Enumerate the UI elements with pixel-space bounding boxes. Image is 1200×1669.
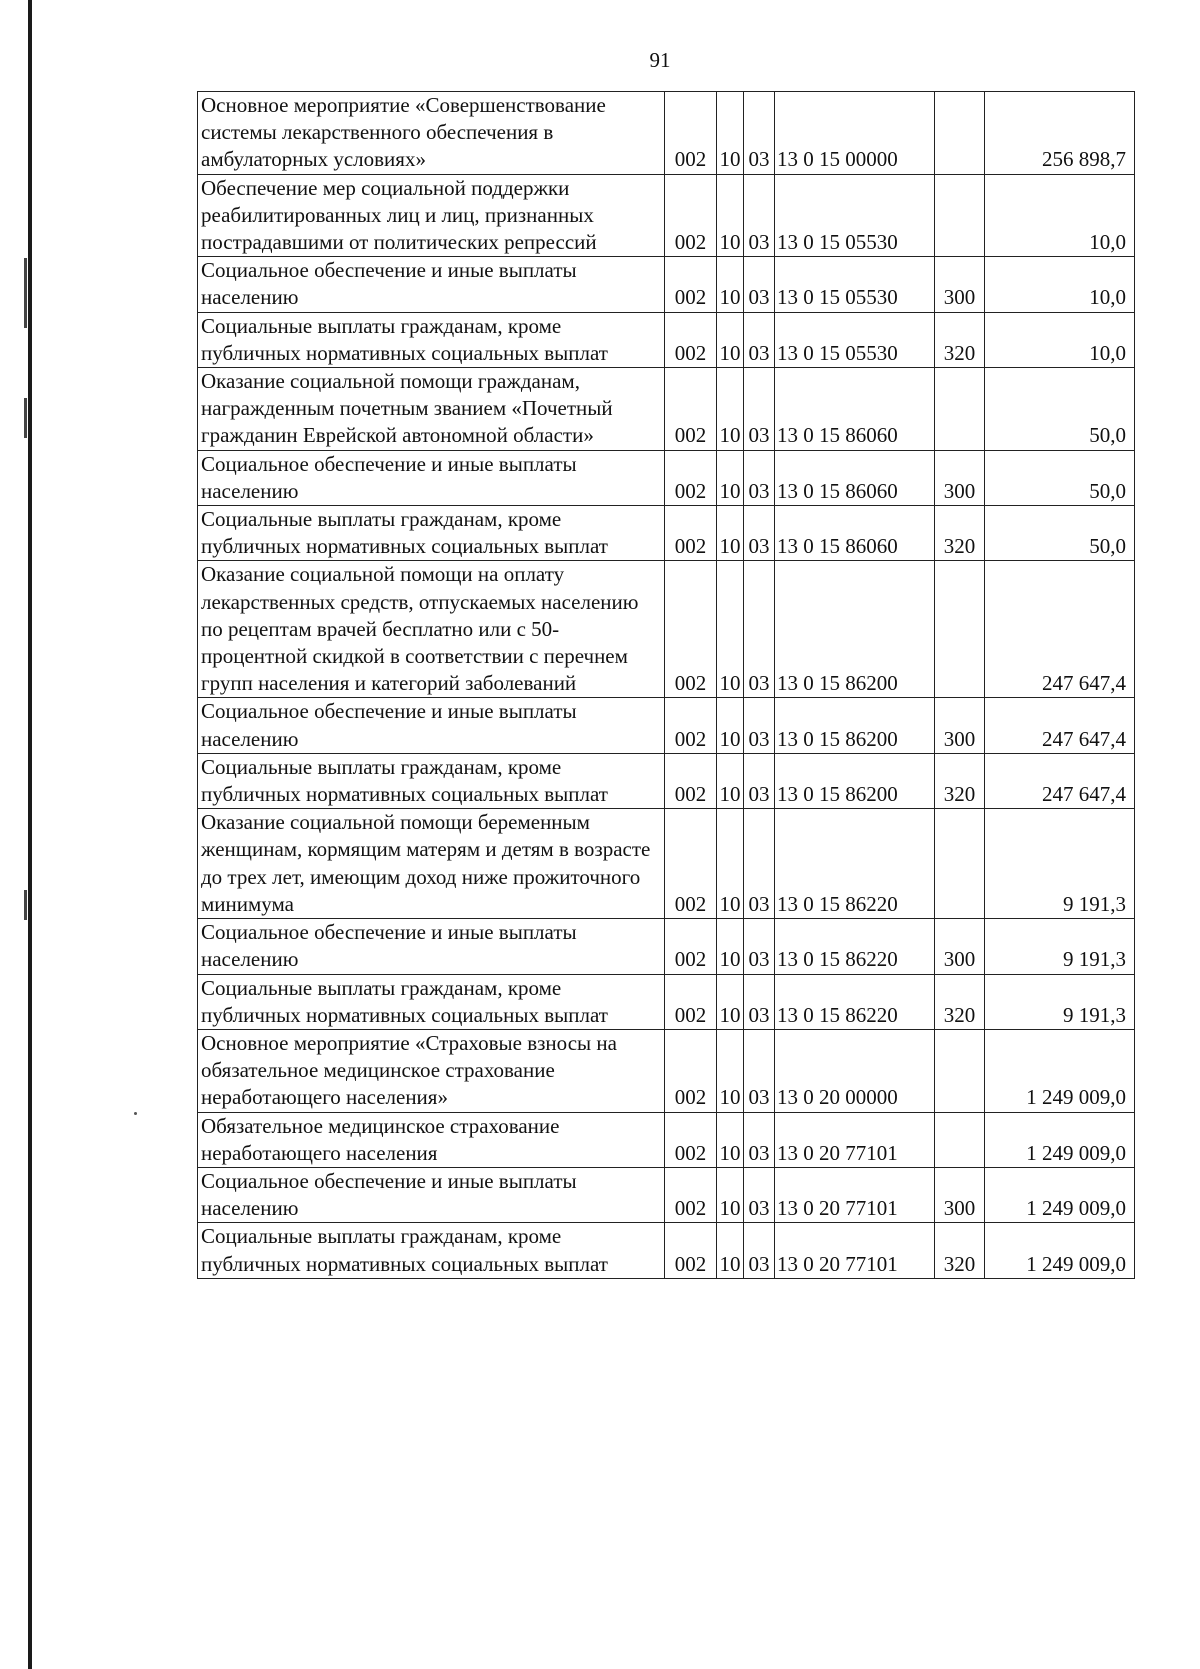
expense-type-cell: 300 [935, 919, 985, 974]
target-article-cell: 13 0 15 05530 [775, 312, 935, 367]
subsection-code-cell: 03 [744, 809, 775, 919]
grbs-code-cell: 002 [665, 174, 717, 257]
row-name-cell: Социальное обеспечение и иные выплаты населению [198, 698, 665, 753]
section-code-cell: 10 [717, 1029, 744, 1112]
row-name-cell: Социальное обеспечение и иные выплаты населению [198, 450, 665, 505]
section-code-cell: 10 [717, 561, 744, 698]
row-name-cell: Социальные выплаты гражданам, кроме публичных нормативных социальных выплат [198, 1223, 665, 1278]
section-code-cell: 10 [717, 312, 744, 367]
subsection-code-cell: 03 [744, 561, 775, 698]
table-row [198, 919, 1135, 974]
grbs-code-cell: 002 [665, 92, 717, 175]
section-code-cell: 10 [717, 450, 744, 505]
row-name-cell: Оказание социальной помощи на оплату лекарственных средств, отпускаемых населению по рецептам врачей бесплатно или с 50-процентной скидкой в соответствии с перечнем групп населения и категорий заболеваний [198, 561, 665, 698]
table-row [198, 506, 1135, 561]
row-name-cell: Основное мероприятие «Страховые взносы на обязательное медицинское страхование неработающего населения» [198, 1029, 665, 1112]
amount-cell: 50,0 [985, 450, 1135, 505]
expense-type-cell [935, 368, 985, 451]
binding-mark [24, 258, 27, 328]
table-row [198, 257, 1135, 312]
target-article-cell: 13 0 15 05530 [775, 257, 935, 312]
grbs-code-cell: 002 [665, 809, 717, 919]
row-name-cell: Социальное обеспечение и иные выплаты населению [198, 257, 665, 312]
section-code-cell: 10 [717, 974, 744, 1029]
amount-cell: 247 647,4 [985, 698, 1135, 753]
expense-type-cell [935, 1112, 985, 1167]
row-name-cell: Социальные выплаты гражданам, кроме публичных нормативных социальных выплат [198, 506, 665, 561]
row-name-cell: Социальные выплаты гражданам, кроме публичных нормативных социальных выплат [198, 312, 665, 367]
amount-cell: 10,0 [985, 174, 1135, 257]
subsection-code-cell: 03 [744, 368, 775, 451]
target-article-cell: 13 0 15 00000 [775, 92, 935, 175]
grbs-code-cell: 002 [665, 312, 717, 367]
grbs-code-cell: 002 [665, 257, 717, 312]
section-code-cell: 10 [717, 368, 744, 451]
page-number: 91 [649, 48, 671, 72]
row-name-cell: Социальное обеспечение и иные выплаты населению [198, 1167, 665, 1222]
table-row [198, 92, 1135, 175]
row-name-cell: Оказание социальной помощи беременным женщинам, кормящим матерям и детям в возрасте до трех лет, имеющим доход ниже прожиточного минимума [198, 809, 665, 919]
table-row [198, 174, 1135, 257]
section-code-cell: 10 [717, 92, 744, 175]
section-code-cell: 10 [717, 698, 744, 753]
target-article-cell: 13 0 15 86060 [775, 450, 935, 505]
target-article-cell: 13 0 15 86220 [775, 919, 935, 974]
table-row [198, 312, 1135, 367]
expense-type-cell: 320 [935, 974, 985, 1029]
amount-cell: 1 249 009,0 [985, 1029, 1135, 1112]
amount-cell: 10,0 [985, 312, 1135, 367]
target-article-cell: 13 0 15 86200 [775, 561, 935, 698]
section-code-cell: 10 [717, 1112, 744, 1167]
section-code-cell: 10 [717, 919, 744, 974]
target-article-cell: 13 0 20 77101 [775, 1223, 935, 1278]
row-name-cell: Обязательное медицинское страхование неработающего населения [198, 1112, 665, 1167]
subsection-code-cell: 03 [744, 919, 775, 974]
target-article-cell: 13 0 15 86200 [775, 753, 935, 808]
target-article-cell: 13 0 20 00000 [775, 1029, 935, 1112]
binding-edge-line [28, 0, 32, 1669]
section-code-cell: 10 [717, 1223, 744, 1278]
expense-type-cell: 320 [935, 506, 985, 561]
amount-cell: 9 191,3 [985, 974, 1135, 1029]
subsection-code-cell: 03 [744, 92, 775, 175]
table-row [198, 561, 1135, 698]
grbs-code-cell: 002 [665, 919, 717, 974]
subsection-code-cell: 03 [744, 450, 775, 505]
expense-type-cell [935, 174, 985, 257]
scan-dot [134, 1112, 137, 1115]
subsection-code-cell: 03 [744, 312, 775, 367]
amount-cell: 50,0 [985, 368, 1135, 451]
section-code-cell: 10 [717, 809, 744, 919]
subsection-code-cell: 03 [744, 753, 775, 808]
amount-cell: 256 898,7 [985, 92, 1135, 175]
expense-type-cell [935, 561, 985, 698]
target-article-cell: 13 0 15 86200 [775, 698, 935, 753]
amount-cell: 1 249 009,0 [985, 1167, 1135, 1222]
expense-type-cell: 300 [935, 450, 985, 505]
table-row [198, 974, 1135, 1029]
amount-cell: 10,0 [985, 257, 1135, 312]
subsection-code-cell: 03 [744, 257, 775, 312]
amount-cell: 247 647,4 [985, 561, 1135, 698]
grbs-code-cell: 002 [665, 1223, 717, 1278]
grbs-code-cell: 002 [665, 561, 717, 698]
section-code-cell: 10 [717, 506, 744, 561]
row-name-cell: Основное мероприятие «Совершенствование системы лекарственного обеспечения в амбулаторных условиях» [198, 92, 665, 175]
table-row [198, 1029, 1135, 1112]
expense-type-cell [935, 92, 985, 175]
table-row [198, 368, 1135, 451]
grbs-code-cell: 002 [665, 1167, 717, 1222]
subsection-code-cell: 03 [744, 1112, 775, 1167]
row-name-cell: Оказание социальной помощи гражданам, награжденным почетным званием «Почетный гражданин Еврейской автономной области» [198, 368, 665, 451]
table-row [198, 1223, 1135, 1278]
target-article-cell: 13 0 15 86060 [775, 368, 935, 451]
expense-type-cell: 300 [935, 1167, 985, 1222]
table-row [198, 753, 1135, 808]
grbs-code-cell: 002 [665, 1029, 717, 1112]
target-article-cell: 13 0 20 77101 [775, 1167, 935, 1222]
amount-cell: 1 249 009,0 [985, 1223, 1135, 1278]
grbs-code-cell: 002 [665, 1112, 717, 1167]
table-row [198, 698, 1135, 753]
binding-mark [24, 398, 27, 438]
grbs-code-cell: 002 [665, 506, 717, 561]
subsection-code-cell: 03 [744, 1029, 775, 1112]
target-article-cell: 13 0 15 05530 [775, 174, 935, 257]
grbs-code-cell: 002 [665, 974, 717, 1029]
section-code-cell: 10 [717, 174, 744, 257]
row-name-cell: Социальные выплаты гражданам, кроме публичных нормативных социальных выплат [198, 974, 665, 1029]
expense-type-cell [935, 809, 985, 919]
section-code-cell: 10 [717, 257, 744, 312]
table-row [198, 1167, 1135, 1222]
target-article-cell: 13 0 15 86060 [775, 506, 935, 561]
subsection-code-cell: 03 [744, 974, 775, 1029]
amount-cell: 9 191,3 [985, 919, 1135, 974]
expense-type-cell: 300 [935, 698, 985, 753]
budget-table [197, 91, 1135, 1279]
binding-mark [24, 890, 27, 920]
subsection-code-cell: 03 [744, 698, 775, 753]
amount-cell: 247 647,4 [985, 753, 1135, 808]
table-row [198, 450, 1135, 505]
row-name-cell: Социальное обеспечение и иные выплаты населению [198, 919, 665, 974]
amount-cell: 9 191,3 [985, 809, 1135, 919]
row-name-cell: Обеспечение мер социальной поддержки реабилитированных лиц и лиц, признанных пострадавшими от политических репрессий [198, 174, 665, 257]
grbs-code-cell: 002 [665, 450, 717, 505]
target-article-cell: 13 0 15 86220 [775, 974, 935, 1029]
table-row [198, 1112, 1135, 1167]
amount-cell: 1 249 009,0 [985, 1112, 1135, 1167]
amount-cell: 50,0 [985, 506, 1135, 561]
target-article-cell: 13 0 20 77101 [775, 1112, 935, 1167]
table-body [198, 92, 1135, 1279]
expense-type-cell: 320 [935, 753, 985, 808]
section-code-cell: 10 [717, 753, 744, 808]
subsection-code-cell: 03 [744, 1167, 775, 1222]
grbs-code-cell: 002 [665, 753, 717, 808]
expense-type-cell: 320 [935, 1223, 985, 1278]
grbs-code-cell: 002 [665, 368, 717, 451]
subsection-code-cell: 03 [744, 1223, 775, 1278]
target-article-cell: 13 0 15 86220 [775, 809, 935, 919]
section-code-cell: 10 [717, 1167, 744, 1222]
subsection-code-cell: 03 [744, 506, 775, 561]
expense-type-cell [935, 1029, 985, 1112]
expense-type-cell: 300 [935, 257, 985, 312]
grbs-code-cell: 002 [665, 698, 717, 753]
table-row [198, 809, 1135, 919]
subsection-code-cell: 03 [744, 174, 775, 257]
row-name-cell: Социальные выплаты гражданам, кроме публичных нормативных социальных выплат [198, 753, 665, 808]
expense-type-cell: 320 [935, 312, 985, 367]
